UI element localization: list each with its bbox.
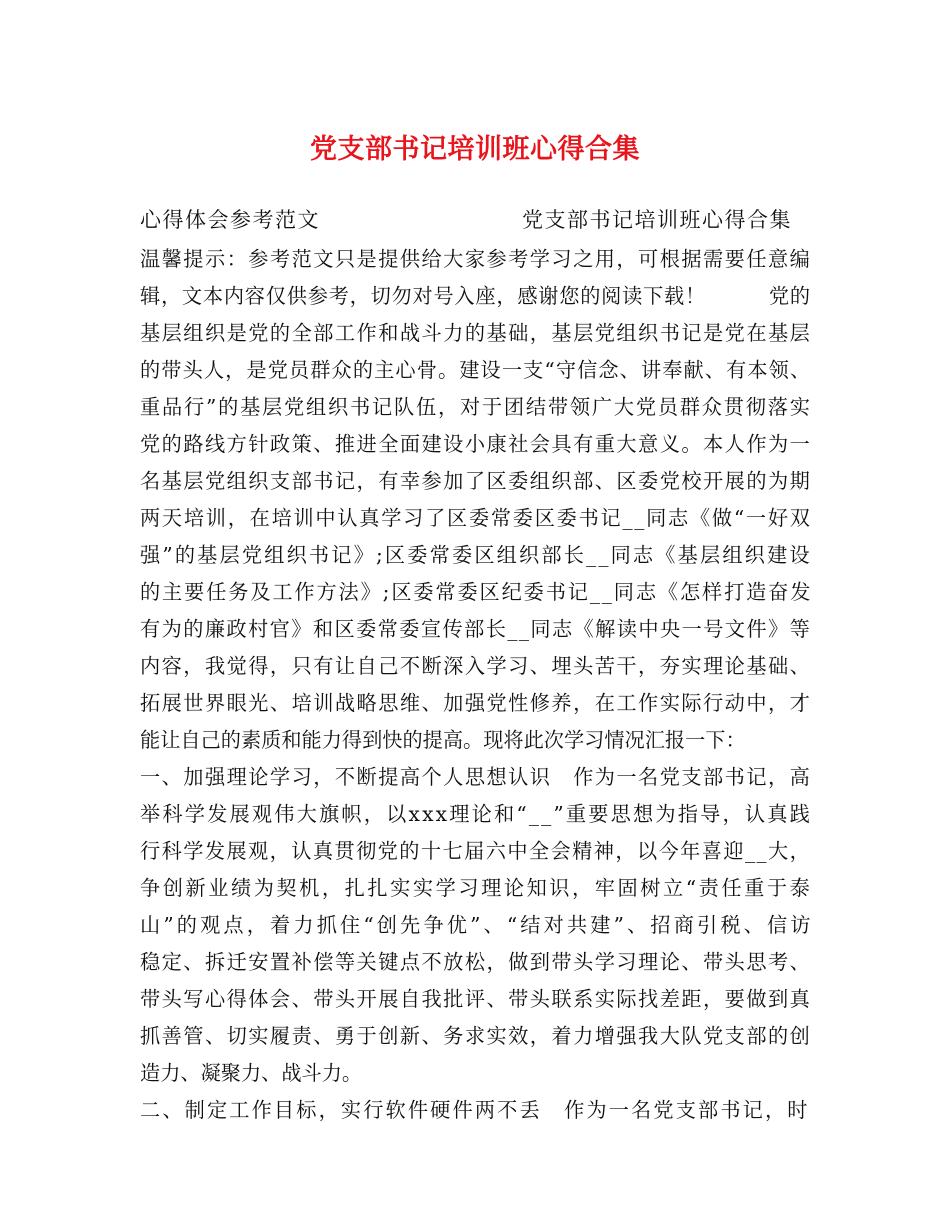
body-line: 争创新业绩为契机，扎扎实实学习理论知识，牢固树立“责任重于泰 [140,876,813,900]
body-line: 两天培训，在培训中认真学习了区委常委区委书记__同志《做“一好双 [140,506,812,530]
body-line: 内容，我觉得，只有让自己不断深入学习、埋头苦干，夯实理论基础、 [140,654,812,678]
body-line: 二、制定工作目标，实行软件硬件两不丢 作为一名党支部书记，时 [140,1098,810,1122]
body-line: 一、加强理论学习，不断提高个人思想认识 作为一名党支部书记，高 [140,765,812,789]
body-line: 拓展世界眼光、培训战略思维、加强党性修养，在工作实际行动中，才 [140,691,812,715]
body-line: 的主要任务及工作方法》;区委常委区纪委书记__同志《怎样打造奋发 [140,580,813,604]
body-line: 的带头人，是党员群众的主心骨。建设一支“守信念、讲奉献、有本领、 [140,358,812,382]
body-line: 名基层党组织支部书记，有幸参加了区委组织部、区委党校开展的为期 [140,469,812,493]
body-line: 党的路线方针政策、推进全面建设小康社会具有重大意义。本人作为一 [140,432,812,456]
body-line: 有为的廉政村官》和区委常委宣传部长__同志《解读中央一号文件》等 [140,617,812,641]
body-line: 强”的基层党组织书记》;区委常委区组织部长__同志《基层组织建设 [140,543,812,567]
body-line: 抓善管、切实履责、勇于创新、务求实效，着力增强我大队党支部的创 [140,1024,812,1048]
body-line: 重品行”的基层党组织书记队伍，对于团结带领广大党员群众贯彻落实 [140,395,812,419]
document-header [140,200,820,240]
body-line: 造力、凝聚力、战斗力。 [140,1061,363,1085]
document-title: 党支部书记培训班心得合集 [310,134,640,165]
body-line: 稳定、拆迁安置补偿等关键点不放松，做到带头学习理论、带头思考、 [140,950,812,974]
body-line: 行科学发展观，认真贯彻党的十七届六中全会精神，以今年喜迎__大， [140,839,812,863]
body-line: 温馨提示：参考范文只是提供给大家参考学习之用，可根据需要任意编 [140,247,812,271]
body-line: 基层组织是党的全部工作和战斗力的基础，基层党组织书记是党在基层 [140,321,812,345]
body-line: 山”的观点，着力抓住“创先争优”、“结对共建”、招商引税、信访 [140,913,814,937]
body-line: 能让自己的素质和能力得到快的提高。现将此次学习情况汇报一下： [140,728,746,752]
body-line: 带头写心得体会、带头开展自我批评、带头联系实际找差距，要做到真 [140,987,812,1011]
header-category-label: 心得体会参考范文 [140,208,320,232]
header-doc-name: 党支部书记培训班心得合集 [522,208,792,232]
body-line: 举科学发展观伟大旗帜，以xxx理论和“__”重要思想为指导，认真践 [140,802,813,826]
body-line: 辑，文本内容仅供参考，切勿对号入座，感谢您的阅读下载！ 党的 [140,284,811,308]
